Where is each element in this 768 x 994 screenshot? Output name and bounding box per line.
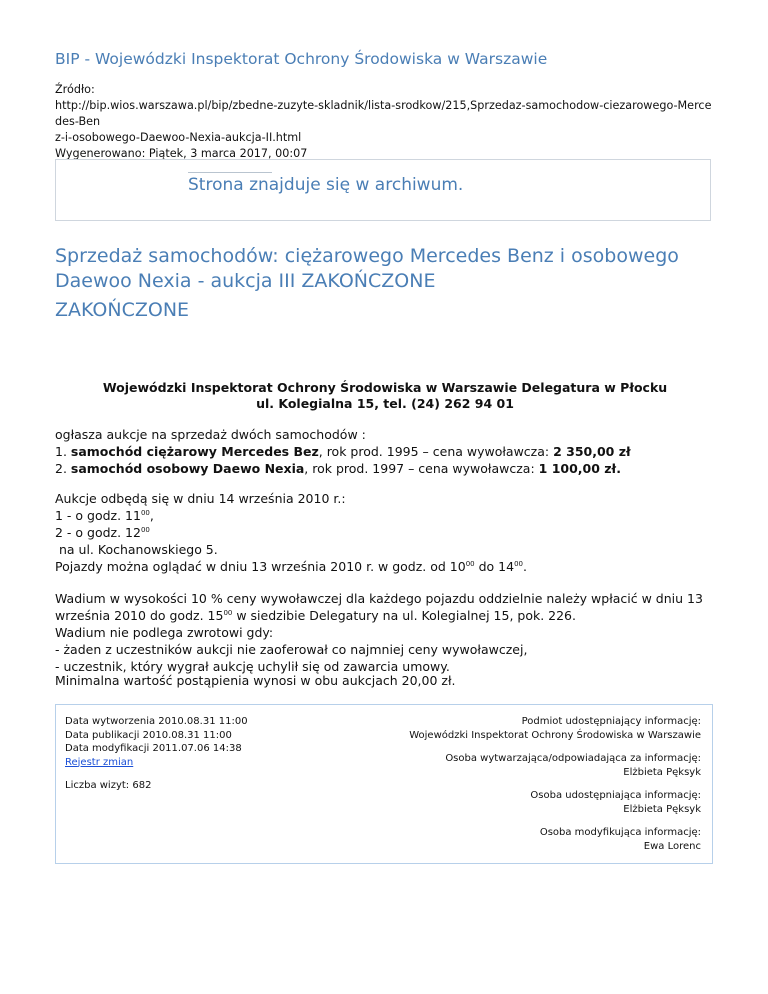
publisher-info	[409, 789, 701, 816]
org-name: Wojewódzki Inspektorat Ochrony Środowiska w Warszawie Delegatura w Płocku	[102, 380, 668, 395]
modifier-value: Ewa Lorenc	[643, 840, 701, 852]
vehicle-details: , rok prod. 1995 – cena wywoławcza:	[318, 444, 554, 459]
vehicles-list	[55, 426, 720, 477]
metadata-people	[409, 715, 701, 863]
change-log-link[interactable]: Rejestr zmian	[65, 756, 134, 768]
published-date: Data publikacji 2010.08.31 11:00	[65, 729, 232, 741]
auction-time-1: 1 - o godz. $11^{00}$,	[55, 508, 154, 523]
min-increment: Minimalna wartość postąpienia wynosi w obu aukcjach 20,00 zł.	[55, 673, 456, 688]
provider-info	[409, 715, 701, 742]
source-url	[55, 98, 715, 146]
created-date: Data wytworzenia 2010.08.31 11:00	[65, 716, 248, 727]
source-info	[55, 82, 715, 162]
visit-count: Liczba wizyt: 682	[65, 780, 152, 791]
item-number: 1.	[55, 444, 71, 459]
author-value: Elżbieta Pęksyk	[623, 766, 701, 778]
provider-value: Wojewódzki Inspektorat Ochrony Środowiska w Warszawie	[409, 729, 701, 741]
generated-date: Wygenerowano: Piątek, 3 marca 2017, 00:07	[55, 147, 308, 160]
publisher-label: Osoba udostępniająca informację:	[530, 790, 701, 801]
deposit-nonrefund: Wadium nie podlega zwrotowi gdy:	[55, 625, 274, 640]
vehicle-name: samochód ciężarowy Mercedes Bez	[70, 444, 319, 459]
modified-date: Data modyfikacji 2011.07.06 14:38	[65, 743, 242, 754]
organization-header	[55, 380, 715, 412]
auction-intro: Aukcje odbędą się w dniu 14 września 2010 r.:	[55, 491, 346, 506]
provider-label: Podmiot udostępniający informację:	[521, 716, 701, 727]
site-title: BIP - Wojewódzki Inspektorat Ochrony Środowiska w Warszawie	[55, 50, 548, 68]
vehicle-price: 1 100,00 zł.	[538, 461, 621, 476]
source-url-line1: http://bip.wios.warszawa.pl/bip/zbedne-zuzyte-skladnik/lista-srodkow/215,Sprzedaz-samochodow-ciezarowego-Mercedes-Ben	[55, 99, 712, 128]
publisher-value: Elżbieta Pęksyk	[623, 803, 701, 815]
vehicle-name: samochód osobowy Daewo Nexia	[70, 461, 305, 476]
source-label: Źródło:	[55, 83, 95, 96]
source-url-line2: z-i-osobowego-Daewoo-Nexia-aukcja-II.html	[55, 131, 302, 144]
status-heading: ZAKOŃCZONE	[55, 299, 190, 321]
metadata-box	[55, 704, 713, 864]
vehicle-price: 2 350,00 zł	[553, 444, 631, 459]
deposit-condition: - uczestnik, który wygrał aukcję uchylił się od zawarcia umowy.	[55, 659, 450, 674]
archive-divider	[188, 172, 272, 173]
auction-schedule	[55, 490, 720, 558]
author-info	[409, 752, 701, 779]
archive-notice-box	[55, 159, 711, 221]
archive-notice: Strona znajduje się w archiwum.	[188, 175, 464, 195]
list-item	[55, 443, 720, 460]
deposit-text: Wadium w wysokości 10 % ceny wywoławczej dla każdego pojazdu oddzielnie należy wpłacić w dniu 13 września 2010 do godz. $15^{00}$ w siedzibie Delegatury na ul. Kolegialnej 15, pok. 226.	[55, 591, 703, 623]
item-number: 2.	[55, 461, 71, 476]
modifier-info	[409, 826, 701, 853]
auction-time-2: 2 - o godz. $12^{00}$	[55, 525, 150, 540]
modifier-label: Osoba modyfikująca informację:	[539, 827, 701, 838]
intro-text: ogłasza aukcje na sprzedaż dwóch samochodów :	[55, 427, 366, 442]
deposit-condition: - żaden z uczestników aukcji nie zaoferował co najmniej ceny wywoławczej,	[55, 642, 528, 657]
auction-place: na ul. Kochanowskiego 5.	[55, 542, 218, 557]
metadata-dates	[65, 715, 248, 793]
org-address: ul. Kolegialna 15, tel. (24) 262 94 01	[256, 396, 514, 411]
author-label: Osoba wytwarzająca/odpowiadająca za informację:	[445, 753, 701, 764]
deposit-info	[55, 590, 720, 675]
article-title: Sprzedaż samochodów: ciężarowego Mercedes Benz i osobowego Daewoo Nexia - aukcja III ZAKOŃCZONE	[55, 245, 679, 292]
list-item	[55, 460, 720, 477]
vehicle-details: , rok prod. 1997 – cena wywoławcza:	[304, 461, 539, 476]
viewing-info: Pojazdy można oglądać w dniu 13 września 2010 r. w godz. od $10^{00}$ do $14^{00}$.	[55, 559, 527, 574]
